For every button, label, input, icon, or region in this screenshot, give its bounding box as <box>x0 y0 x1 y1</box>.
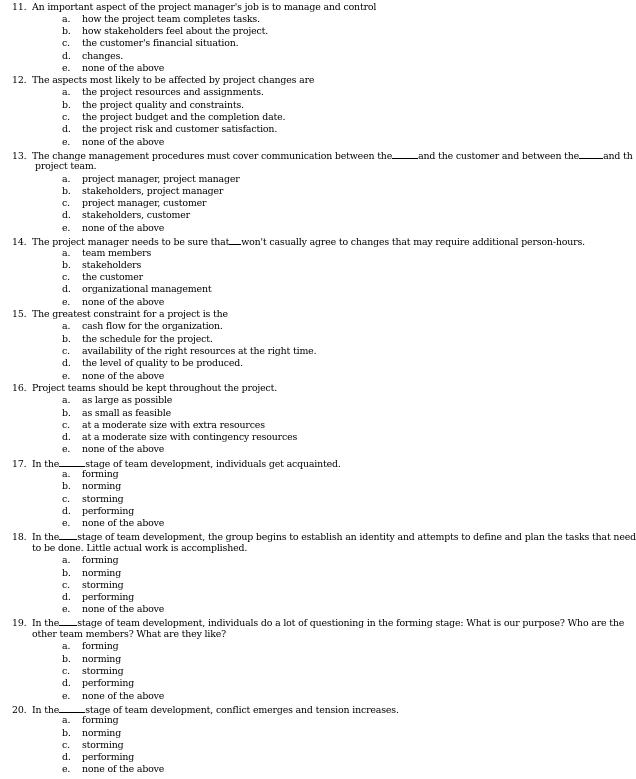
question-11: 11. An important aspect of the project manager's job is to manage and control <box>12 2 377 13</box>
option: a. team members <box>62 248 152 259</box>
option: b. stakeholders <box>62 260 142 271</box>
option: e. none of the above <box>62 518 165 529</box>
option: d. changes. <box>62 51 124 62</box>
question-18: 18. In the stage of team development, the group begins to establish an identity and attempts to define and plan the tasks that need <box>12 532 636 543</box>
question-16: 16. Project teams should be kept throughout the project. <box>12 383 278 394</box>
option: d. at a moderate size with contingency resources <box>62 432 298 443</box>
question-18-cont: to be done. Little actual work is accomplished. <box>32 543 248 554</box>
option: d. organizational management <box>62 284 212 295</box>
option: d. performing <box>62 678 135 689</box>
option: a. as large as possible <box>62 395 173 406</box>
option: c. storming <box>62 494 124 505</box>
question-20: 20. In the stage of team development, conflict emerges and tension increases. <box>12 705 399 716</box>
option: d. stakeholders, customer <box>62 210 191 221</box>
option: c. storming <box>62 580 124 591</box>
option: d. performing <box>62 592 135 603</box>
option: b. the schedule for the project. <box>62 334 213 345</box>
option: d. the level of quality to be produced. <box>62 358 243 369</box>
question-12: 12. The aspects most likely to be affected by project changes are <box>12 75 315 86</box>
option: c. storming <box>62 740 124 751</box>
blank <box>59 530 77 540</box>
question-19-cont: other team members? What are they like? <box>32 629 227 640</box>
blank <box>392 149 418 159</box>
option: e. none of the above <box>62 223 165 234</box>
option: a. cash flow for the organization. <box>62 321 223 332</box>
option: d. performing <box>62 752 135 763</box>
option: b. norming <box>62 481 122 492</box>
option: e. none of the above <box>62 444 165 455</box>
option: d. the project risk and customer satisfaction. <box>62 124 278 135</box>
question-13-cont: project team. <box>35 161 97 172</box>
question-15: 15. The greatest constraint for a project is the <box>12 309 228 320</box>
option: e. none of the above <box>62 63 165 74</box>
blank <box>59 703 85 713</box>
option: e. none of the above <box>62 371 165 382</box>
option: e. none of the above <box>62 764 165 775</box>
option: a. the project resources and assignments. <box>62 87 264 98</box>
option: a. forming <box>62 715 119 726</box>
option: e. none of the above <box>62 691 165 702</box>
option: c. the project budget and the completion date. <box>62 112 286 123</box>
option: b. as small as feasible <box>62 408 171 419</box>
option: c. storming <box>62 666 124 677</box>
option: a. forming <box>62 469 119 480</box>
option: b. how stakeholders feel about the project. <box>62 26 269 37</box>
option: c. project manager, customer <box>62 198 207 209</box>
option: a. project manager, project manager <box>62 174 240 185</box>
blank <box>579 149 603 159</box>
blank <box>59 616 77 626</box>
option: b. norming <box>62 654 122 665</box>
blank <box>229 235 241 245</box>
question-13: 13. The change management procedures must cover communication between the and the customer and between the and th <box>12 151 633 162</box>
option: a. forming <box>62 641 119 652</box>
question-14: 14. The project manager needs to be sure that won't casually agree to changes that may require additional person-hours. <box>12 237 585 248</box>
option: b. norming <box>62 728 122 739</box>
option: e. none of the above <box>62 604 165 615</box>
option: c. at a moderate size with extra resources <box>62 420 265 431</box>
option: b. the project quality and constraints. <box>62 100 244 111</box>
option: e. none of the above <box>62 297 165 308</box>
option: a. forming <box>62 555 119 566</box>
option: a. how the project team completes tasks. <box>62 14 260 25</box>
option: c. availability of the right resources at the right time. <box>62 346 317 357</box>
option: d. performing <box>62 506 135 517</box>
option: c. the customer's financial situation. <box>62 38 239 49</box>
option: b. norming <box>62 568 122 579</box>
question-19: 19. In the stage of team development, individuals do a lot of questioning in the forming stage: What is our purpose? Who are the <box>12 618 625 629</box>
option: c. the customer <box>62 272 143 283</box>
option: e. none of the above <box>62 137 165 148</box>
blank <box>59 457 85 467</box>
option: b. stakeholders, project manager <box>62 186 224 197</box>
question-17: 17. In the stage of team development, individuals get acquainted. <box>12 459 341 470</box>
